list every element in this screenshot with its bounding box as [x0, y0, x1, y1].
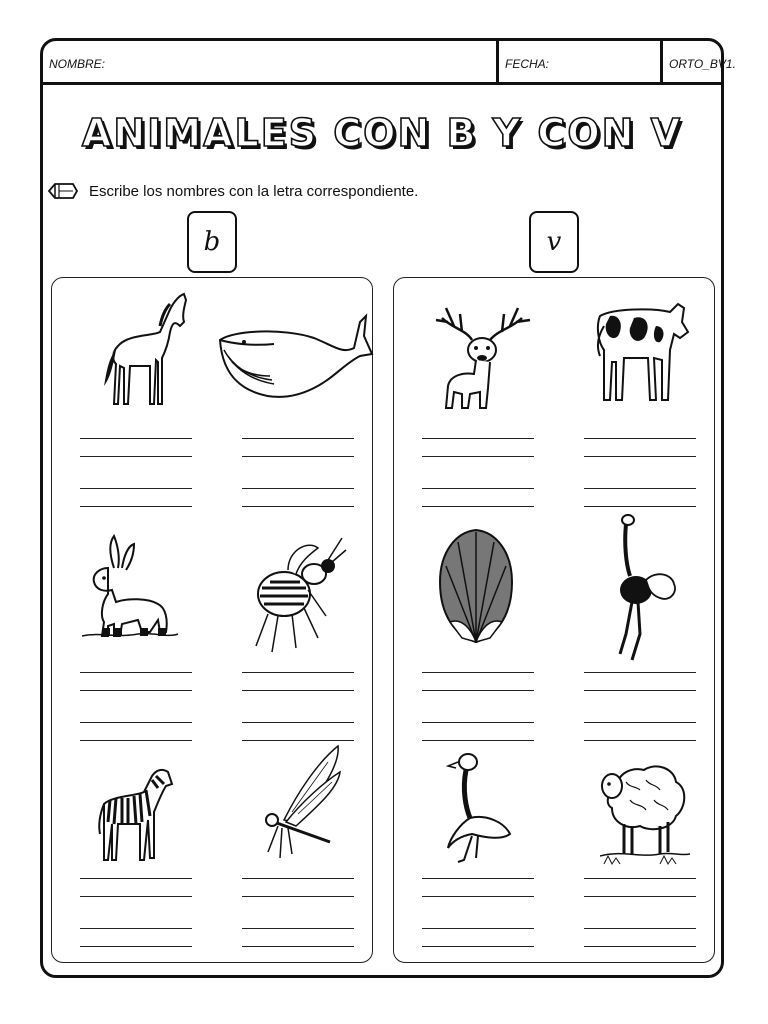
date-field[interactable]	[499, 41, 663, 82]
dragonfly-icon	[258, 742, 344, 862]
writing-line[interactable]	[422, 672, 534, 673]
panel-v	[393, 277, 715, 963]
writing-line[interactable]	[80, 740, 192, 741]
writing-line[interactable]	[80, 690, 192, 691]
writing-line[interactable]	[584, 878, 696, 879]
writing-line[interactable]	[584, 896, 696, 897]
writing-line[interactable]	[242, 722, 354, 723]
writing-line[interactable]	[422, 896, 534, 897]
writing-line[interactable]	[242, 896, 354, 897]
writing-line[interactable]	[242, 456, 354, 457]
instruction-text: Escribe los nombres con la letra correspondiente.	[89, 182, 419, 200]
writing-line[interactable]	[422, 878, 534, 879]
letter-box-b: b	[187, 211, 237, 273]
vulture-icon	[446, 752, 516, 866]
date-label: FECHA:	[505, 57, 550, 71]
whale-icon	[214, 308, 374, 400]
writing-line[interactable]	[80, 672, 192, 673]
pencil-icon	[47, 181, 79, 201]
writing-line[interactable]	[242, 488, 354, 489]
writing-line[interactable]	[242, 672, 354, 673]
writing-line[interactable]	[80, 878, 192, 879]
writing-line[interactable]	[242, 690, 354, 691]
donkey-icon	[78, 528, 182, 644]
writing-line[interactable]	[422, 456, 534, 457]
ostrich-icon	[616, 514, 680, 664]
writing-line[interactable]	[422, 690, 534, 691]
writing-line[interactable]	[80, 928, 192, 929]
writing-line[interactable]	[422, 438, 534, 439]
sheep-icon	[600, 760, 690, 872]
writing-line[interactable]	[584, 488, 696, 489]
writing-line[interactable]	[584, 690, 696, 691]
writing-line[interactable]	[242, 928, 354, 929]
writing-line[interactable]	[422, 506, 534, 507]
writing-line[interactable]	[584, 456, 696, 457]
deer-icon	[432, 300, 532, 414]
writing-line[interactable]	[80, 488, 192, 489]
code-field	[663, 41, 736, 82]
horse-icon	[98, 286, 188, 410]
writing-line[interactable]	[584, 740, 696, 741]
bee-icon	[248, 530, 348, 654]
worksheet	[40, 38, 736, 978]
zebra-icon	[96, 762, 174, 866]
writing-line[interactable]	[584, 722, 696, 723]
writing-line[interactable]	[242, 740, 354, 741]
writing-line[interactable]	[80, 456, 192, 457]
writing-line[interactable]	[422, 722, 534, 723]
name-label: NOMBRE:	[49, 57, 106, 71]
writing-line[interactable]	[80, 506, 192, 507]
writing-line[interactable]	[422, 928, 534, 929]
name-field[interactable]	[43, 41, 499, 82]
writing-line[interactable]	[584, 928, 696, 929]
writing-line[interactable]	[584, 438, 696, 439]
page-title: ANIMALES CON B Y CON V	[81, 111, 683, 155]
cow-icon	[594, 286, 690, 410]
instruction	[47, 177, 418, 205]
writing-line[interactable]	[242, 506, 354, 507]
writing-line[interactable]	[80, 896, 192, 897]
header-bar	[43, 41, 736, 85]
writing-line[interactable]	[422, 488, 534, 489]
writing-line[interactable]	[80, 722, 192, 723]
writing-line[interactable]	[242, 438, 354, 439]
panel-b	[51, 277, 373, 963]
writing-line[interactable]	[242, 878, 354, 879]
writing-line[interactable]	[584, 672, 696, 673]
letter-box-v: v	[529, 211, 579, 273]
writing-line[interactable]	[584, 506, 696, 507]
writing-line[interactable]	[422, 946, 534, 947]
writing-line[interactable]	[584, 946, 696, 947]
writing-line[interactable]	[242, 946, 354, 947]
scallop-shell-icon	[436, 526, 516, 646]
writing-line[interactable]	[80, 946, 192, 947]
writing-line[interactable]	[422, 740, 534, 741]
writing-line[interactable]	[80, 438, 192, 439]
code-label: ORTO_BV1.	[669, 57, 736, 71]
